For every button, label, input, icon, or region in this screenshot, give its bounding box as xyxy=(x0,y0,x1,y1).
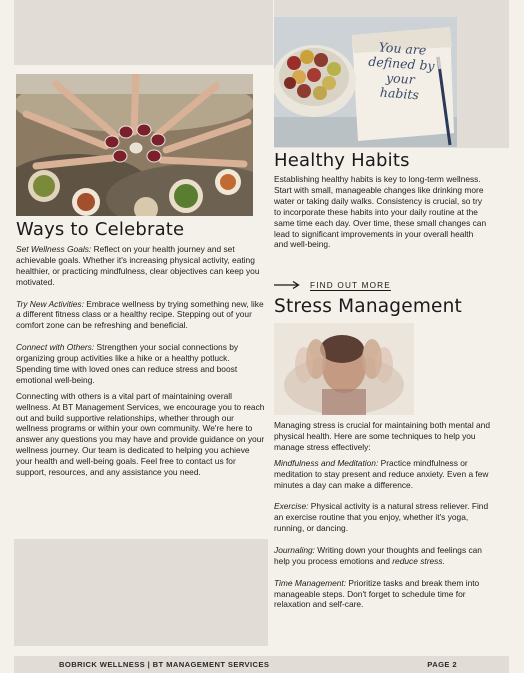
journaling-label: Journaling: xyxy=(274,544,315,555)
time-management-label: Time Management: xyxy=(274,577,347,588)
connect-text: Strengthen your social connections by organizing group activities like a hike or a healthy potluck. Spending time with loved ones can reduce stress and boost emotional well-being. xyxy=(16,342,239,385)
mindfulness-paragraph xyxy=(274,458,490,491)
page-number: PAGE 2 xyxy=(427,660,457,669)
closing-paragraph: Connecting with others is a vital part of maintaining overall wellness. At BT Management Services, we encourage you to reach out and build supportive relationships, whether through our wellness programs or within your own community. We're here to answer any questions you may have and provide guidance on your wellness journey. Our team is dedicated to helping you achieve your health and well-being goals. Feel free to contact us for support, resources, and any assistance you need. xyxy=(16,390,265,478)
mindfulness-text: Practice mindfulness or meditation to stay present and reduce anxiety. Even a few minutes a day can make a difference. xyxy=(274,457,489,490)
exercise-label: Exercise: xyxy=(274,501,309,512)
long-arrow-right-icon xyxy=(274,280,300,290)
exercise-paragraph xyxy=(274,501,490,534)
top-left-panel xyxy=(14,0,273,65)
journaling-text: Writing down your thoughts and feelings can help you process emotions and xyxy=(274,544,482,566)
footer-label: BOBRICK WELLNESS | BT MANAGEMENT SERVICES xyxy=(59,660,270,669)
page-footer xyxy=(14,656,509,673)
time-management-paragraph xyxy=(274,578,490,611)
habits-heading: Healthy Habits xyxy=(274,150,410,171)
connect-paragraph xyxy=(16,342,266,386)
exercise-text: Physical activity is a natural stress reliever. Find an exercise routine that you enjoy, whether it's yoga, running, or dancing. xyxy=(274,501,489,534)
new-activities-paragraph xyxy=(16,299,266,332)
time-management-text: Prioritize tasks and break them into manageable steps. Don't forget to schedule time for relaxation and self-care. xyxy=(274,577,480,610)
stress-intro: Managing stress is crucial for maintaining both mental and physical health. Here are some techniques to help you manage stress effectively: xyxy=(274,420,490,452)
stress-photo xyxy=(274,323,414,415)
find-out-more-label: FIND OUT MORE xyxy=(310,280,391,290)
habits-note-photo xyxy=(274,17,457,147)
note-handwriting: You are defined by your habits xyxy=(367,39,436,103)
new-activities-label: Try New Activities: xyxy=(16,298,84,309)
habits-body: Establishing healthy habits is key to long-term wellness. Start with small, manageable changes like drinking more water or taking daily walks. Consistency is crucial, so try to incorporate these habits into your daily routine at the same time each day. Over time, these small changes can lead to significant improvements in your overall health and well-being. xyxy=(274,174,487,250)
bottom-left-panel xyxy=(14,539,268,646)
mindfulness-label: Mindfulness and Meditation: xyxy=(274,457,379,468)
journaling-paragraph xyxy=(274,545,490,567)
stress-heading: Stress Management xyxy=(274,296,463,317)
celebrate-heading: Ways to Celebrate xyxy=(16,219,185,240)
connect-label: Connect with Others: xyxy=(16,342,95,353)
goals-text: Reflect on your health journey and set achievable goals. Whether it's increasing physical activity, eating healthier, or practicing mindfulness, clear objectives can keep you motivated. xyxy=(16,244,260,287)
journaling-end: reduce stress. xyxy=(392,555,445,566)
goals-paragraph xyxy=(16,244,266,288)
find-out-more-link[interactable] xyxy=(274,278,391,292)
new-activities-text: Embrace wellness by trying something new, like a different fitness class or a healthy recipe. Stepping out of your comfort zone can be refreshing and beneficial. xyxy=(16,298,264,331)
stress-body xyxy=(274,420,490,610)
celebrate-body xyxy=(16,244,266,478)
goals-label: Set Wellness Goals: xyxy=(16,244,92,254)
celebration-photo xyxy=(16,74,253,216)
